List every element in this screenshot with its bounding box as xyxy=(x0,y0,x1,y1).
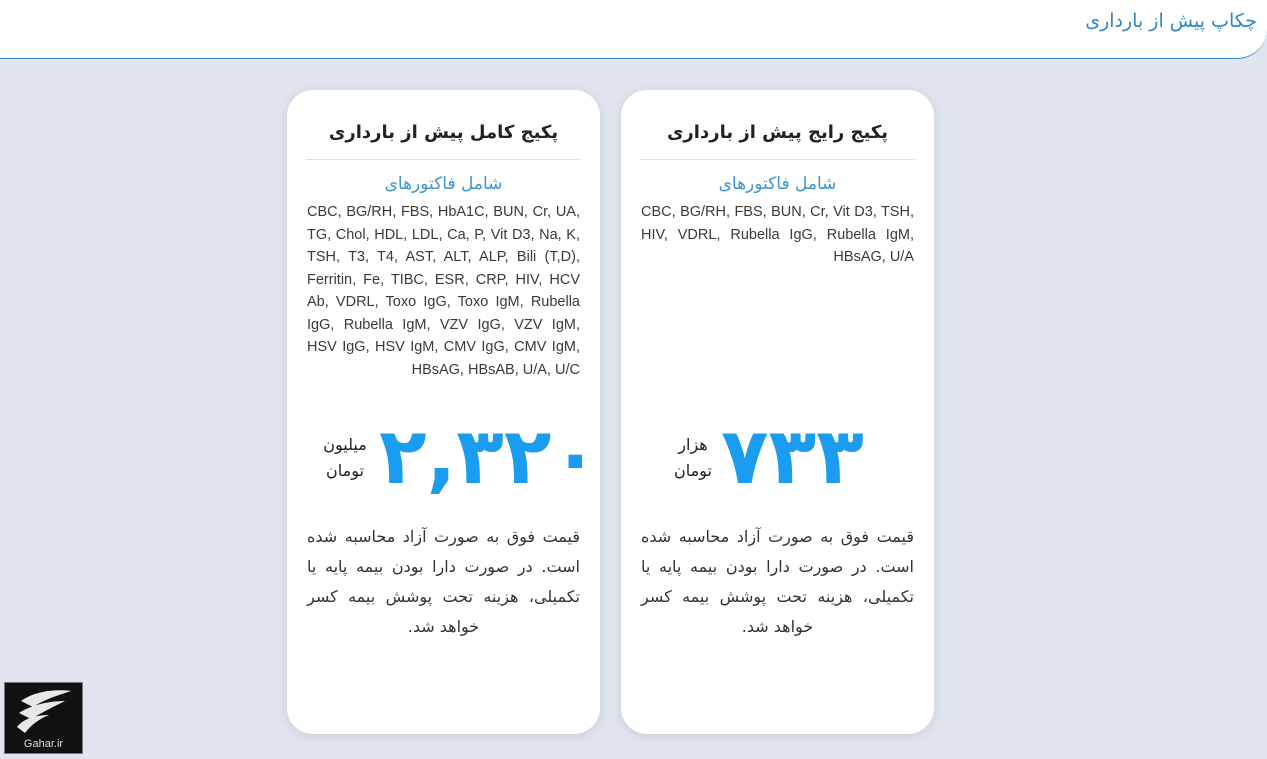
price-value: ۲,۳۲۰ xyxy=(379,412,600,502)
price-unit-multiplier: میلیون xyxy=(323,435,367,454)
price-unit-currency: تومان xyxy=(326,461,364,480)
watermark-logo xyxy=(4,682,83,754)
price-unit xyxy=(315,432,375,484)
price-block xyxy=(287,412,600,502)
factors-label: شامل فاکتورهای xyxy=(384,174,503,194)
price-unit-currency: تومان xyxy=(674,461,712,480)
card-divider xyxy=(306,159,581,160)
factors-label: شامل فاکتورهای xyxy=(718,174,837,194)
card-divider xyxy=(640,159,915,160)
factors-list: CBC, BG/RH, FBS, BUN, Cr, Vit D3, TSH, HIV, VDRL, Rubella IgG, Rubella IgM, HBsAG, U/A xyxy=(641,204,914,265)
price-unit xyxy=(663,432,723,484)
card-title: پکیج رایج پیش از بارداری xyxy=(666,122,889,143)
watermark-text: Gahar.ir xyxy=(23,738,64,750)
page-title: چکاپ پیش از بارداری xyxy=(1085,10,1257,32)
card-title: پکیج کامل پیش از بارداری xyxy=(328,122,559,143)
price-block xyxy=(621,412,934,502)
page-header xyxy=(0,0,1267,59)
package-card-full xyxy=(287,90,600,734)
price-note: قیمت فوق به صورت آزاد محاسبه شده است. در صورت دارا بودن بیمه پایه یا تکمیلی، هزینه تحت پوشش بیمه کسر خواهد شد. xyxy=(307,527,580,636)
package-card-common xyxy=(621,90,934,734)
gahar-logo-icon xyxy=(15,687,73,735)
price-note: قیمت فوق به صورت آزاد محاسبه شده است. در صورت دارا بودن بیمه پایه یا تکمیلی، هزینه تحت پوشش بیمه کسر خواهد شد. xyxy=(641,527,914,636)
factors-list: CBC, BG/RH, FBS, HbA1C, BUN, Cr, UA, TG, Chol, HDL, LDL, Ca, P, Vit D3, Na, K, TSH, T3, T4, AST, ALT, ALP, Bili (T,D), Ferritin, Fe, TIBC, ESR, CRP, HIV, HCV Ab, VDRL, Toxo IgG, Toxo IgM, Rubella IgG, Rubella IgM, VZV IgG, VZV IgM, HSV IgG, HSV IgM, CMV IgG, CMV IgM, HBsAG, HBsAB, U/A, U/C xyxy=(307,204,580,378)
price-value: ۷۳۳ xyxy=(721,412,864,502)
price-unit-multiplier: هزار xyxy=(678,435,708,454)
